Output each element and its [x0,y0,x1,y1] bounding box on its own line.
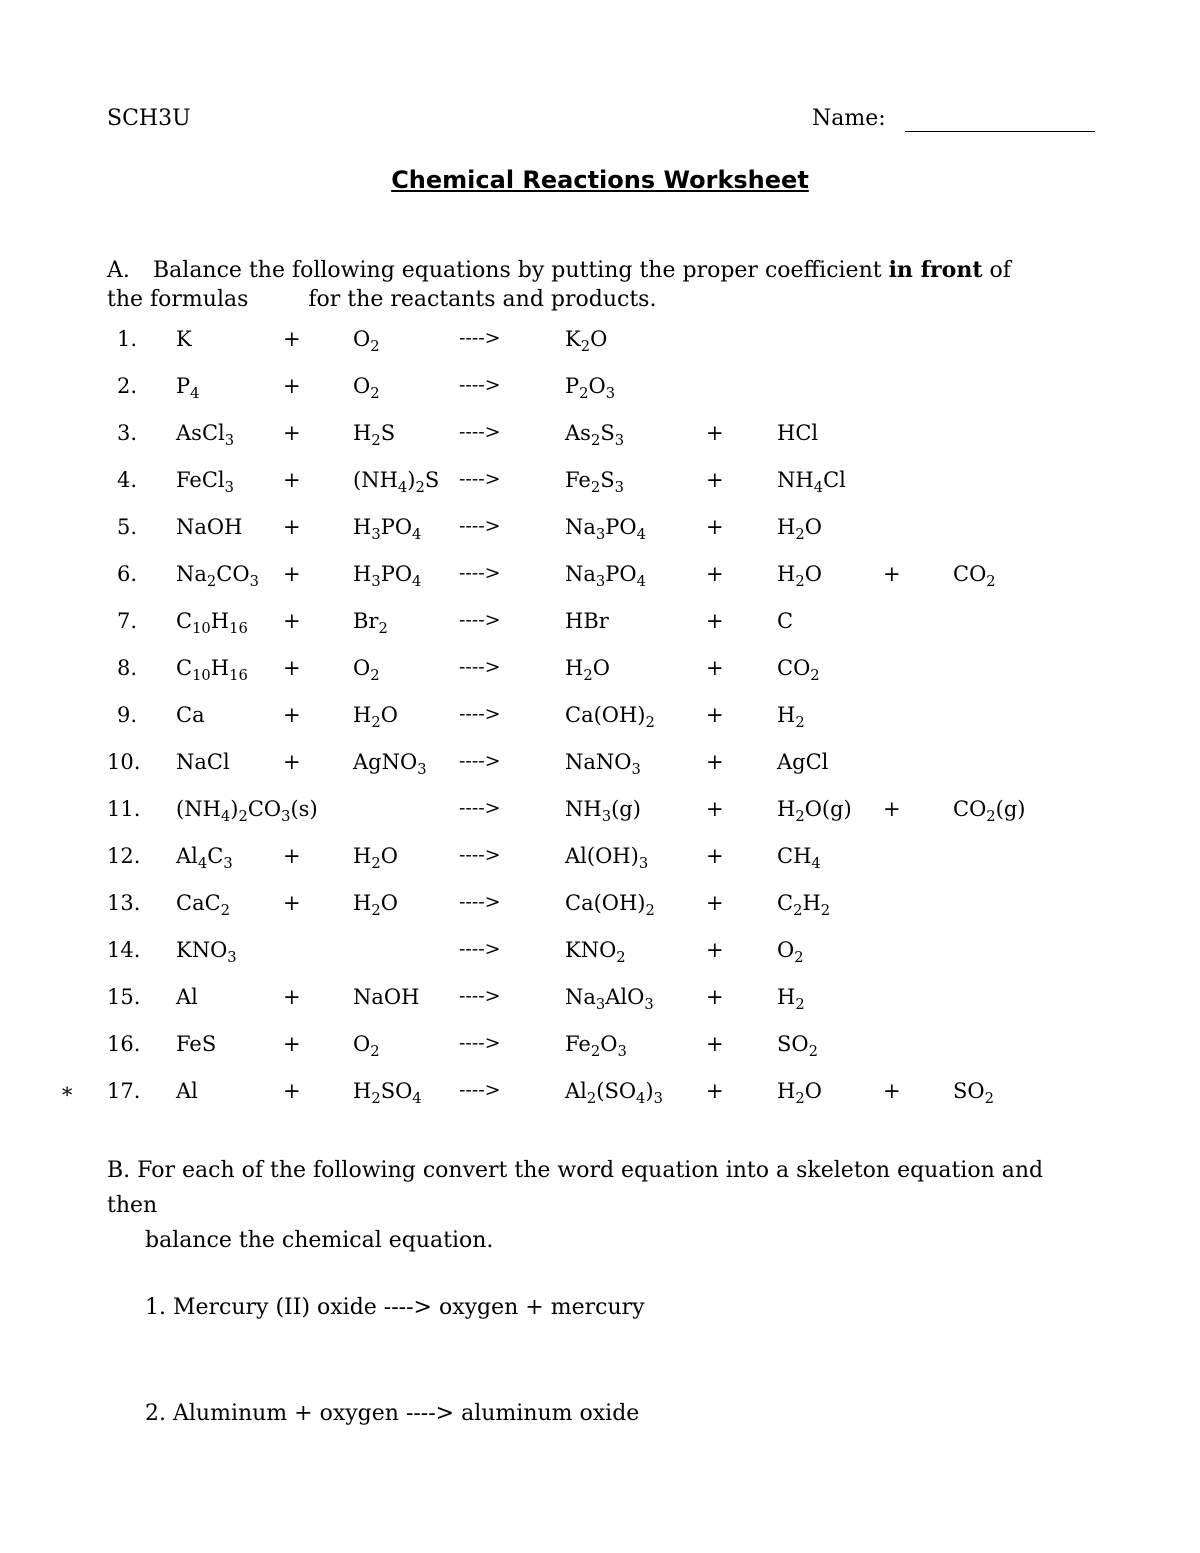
reactant-1: Ca [176,703,205,727]
plus-sign: + [706,515,724,539]
product-3: $SO_2$ [953,1079,994,1108]
equation-row [0,797,1200,829]
product-2: $C_2H_2$ [777,891,831,920]
reaction-arrow: ----> [459,1032,501,1054]
star-marker: ∗ [60,1079,75,1103]
equation-row [0,985,1200,1017]
reactant-2: $H_2S$ [353,421,396,450]
equation-number: 7. [116,609,137,633]
reactant-1: NaCl [176,750,230,774]
plus-sign: + [283,468,301,492]
reactant-1: FeCl$_3$ [176,468,234,497]
plus-sign: + [706,468,724,492]
reaction-arrow: ----> [459,656,501,678]
plus-sign: + [283,1032,301,1056]
reactant-1: K [176,327,192,351]
product-1: $As_2S_3$ [565,421,625,450]
plus-sign: + [283,374,301,398]
plus-sign: + [706,797,724,821]
product-1: $Al(OH)_3$ [565,844,649,873]
product-1: $Ca(OH)_2$ [565,891,655,920]
part-b-instructions [107,1153,1097,1258]
reactant-1: $KNO_3$ [176,938,237,967]
reactant-2: $H_2O$ [353,891,398,920]
product-2: $H_2O$ [777,562,822,591]
plus-sign: + [883,1079,901,1103]
reactant-1: Al [176,1079,198,1103]
product-1: $Ca(OH)_2$ [565,703,655,732]
product-2: $H_2$ [777,703,805,732]
equation-number: 9. [116,703,137,727]
word-equation-1: 1. Mercury (II) oxide ----> oxygen + mercury [145,1295,645,1320]
product-1: $Na_3PO_4$ [565,515,646,544]
reactant-2: $(NH_4)_2S$ [353,468,440,497]
reactant-1: $Na_2CO_3$ [176,562,259,591]
equation-number: 17. [107,1079,141,1103]
reaction-arrow: ----> [459,515,501,537]
product-1: $NH_3(g)$ [565,797,641,826]
product-1: $Fe_2O_3$ [565,1032,627,1061]
equation-number: 4. [116,468,137,492]
equation-number: 11. [107,797,141,821]
reactant-2: $O_2$ [353,656,380,685]
part-a-instructions [107,256,1097,314]
reactant-1: $C_{10}H_{16}$ [176,609,248,638]
part-b-text-2: balance the chemical equation. [145,1228,494,1253]
reaction-arrow: ----> [459,938,501,960]
plus-sign: + [706,750,724,774]
plus-sign: + [706,1032,724,1056]
reactant-1: Al [176,985,198,1009]
plus-sign: + [706,985,724,1009]
equation-row [0,703,1200,735]
product-1: $KNO_2$ [565,938,626,967]
equation-number: 15. [107,985,141,1009]
reactant-2: NaOH [353,985,420,1009]
reactant-1: $Al_4C_3$ [176,844,233,873]
reactant-1: NaOH [176,515,243,539]
product-2: C [777,609,794,633]
plus-sign: + [283,985,301,1009]
reactant-2: AgNO$_3$ [353,750,427,779]
plus-sign: + [706,844,724,868]
equation-row [0,421,1200,453]
plus-sign: + [283,562,301,586]
equation-row [0,562,1200,594]
product-3: $CO_2$ [953,562,996,591]
plus-sign: + [283,1079,301,1103]
equation-number: 2. [116,374,137,398]
plus-sign: + [706,1079,724,1103]
reactant-2: $H_2O$ [353,844,398,873]
reactant-1: CaC$_2$ [176,891,231,920]
reactant-1: AsCl$_3$ [176,421,235,450]
product-2: $H_2O(g)$ [777,797,852,826]
reaction-arrow: ----> [459,421,501,443]
product-2: $NH_4Cl$ [777,468,846,497]
reactant-1: $(NH_4)_2CO_3(s)$ [176,797,318,826]
product-2: $H_2O$ [777,515,822,544]
reaction-arrow: ----> [459,891,501,913]
reactant-2: $O_2$ [353,327,380,356]
equation-number: 13. [107,891,141,915]
product-2: $CO_2$ [777,656,820,685]
plus-sign: + [283,609,301,633]
reaction-arrow: ----> [459,1079,501,1101]
equation-row [0,844,1200,876]
product-1: $Na_3AlO_3$ [565,985,654,1014]
plus-sign: + [283,656,301,680]
plus-sign: + [883,562,901,586]
equation-row [0,515,1200,547]
reactant-2: $O_2$ [353,374,380,403]
part-a-text-4: for the reactants and products. [308,287,657,312]
reactant-2: $H_2SO_4$ [353,1079,422,1108]
plus-sign: + [706,656,724,680]
reaction-arrow: ----> [459,797,501,819]
product-2: $CH_4$ [777,844,821,873]
plus-sign: + [706,703,724,727]
equation-number: 1. [116,327,137,351]
part-a-text-1: Balance the following equations by putting the proper coefficient [153,258,882,283]
equation-number: 5. [116,515,137,539]
name-label: Name: [812,106,886,131]
equation-row [0,374,1200,406]
plus-sign: + [283,844,301,868]
worksheet-title: Chemical Reactions Worksheet [391,166,809,194]
plus-sign: + [283,703,301,727]
equation-row [0,1079,1200,1111]
product-2: $O_2$ [777,938,804,967]
plus-sign: + [283,750,301,774]
part-a-text-2: of [989,258,1011,283]
equation-number: 16. [107,1032,141,1056]
equation-row [0,656,1200,688]
reactant-2: $H_2O$ [353,703,398,732]
product-3: $CO_2(g)$ [953,797,1026,826]
plus-sign: + [706,562,724,586]
product-2: AgCl [777,750,829,774]
plus-sign: + [706,891,724,915]
equation-number: 3. [116,421,137,445]
reaction-arrow: ----> [459,985,501,1007]
product-1: $K_2O$ [565,327,608,356]
reactant-1: FeS [176,1032,217,1056]
part-b-text-1: For each of the following convert the word equation into a skeleton equation and then [107,1158,1044,1218]
equation-row [0,327,1200,359]
plus-sign: + [283,891,301,915]
reaction-arrow: ----> [459,374,501,396]
plus-sign: + [706,938,724,962]
product-1: NaNO$_3$ [565,750,641,779]
reactant-1: $C_{10}H_{16}$ [176,656,248,685]
equation-row [0,750,1200,782]
product-1: $H_2O$ [565,656,610,685]
word-equation-2: 2. Aluminum + oxygen ----> aluminum oxide [145,1401,640,1426]
reaction-arrow: ----> [459,468,501,490]
reactant-1: $P_4$ [176,374,200,403]
reactant-2: $O_2$ [353,1032,380,1061]
product-2: $H_2$ [777,985,805,1014]
part-a-text-3: the formulas [107,287,249,312]
plus-sign: + [706,609,724,633]
product-1: $Al_2(SO_4)_3$ [565,1079,663,1108]
plus-sign: + [706,421,724,445]
course-code: SCH3U [107,106,191,131]
equation-row [0,468,1200,500]
equation-number: 12. [107,844,141,868]
product-1: HBr [565,609,609,633]
reaction-arrow: ----> [459,327,501,349]
reactant-2: $H_3PO_4$ [353,562,422,591]
part-a-text-bold: in front [888,257,983,283]
product-1: $P_2O_3$ [565,374,616,403]
reactant-2: $Br_2$ [353,609,388,638]
reaction-arrow: ----> [459,750,501,772]
product-2: HCl [777,421,819,445]
reaction-arrow: ----> [459,703,501,725]
part-b-letter: B. [107,1158,131,1183]
reaction-arrow: ----> [459,844,501,866]
reaction-arrow: ----> [459,562,501,584]
equation-row [0,1032,1200,1064]
equation-number: 14. [107,938,141,962]
product-2: $SO_2$ [777,1032,818,1061]
reactant-2: $H_3PO_4$ [353,515,422,544]
equation-row [0,891,1200,923]
part-a-letter: A. [107,258,130,283]
product-1: $Na_3PO_4$ [565,562,646,591]
equation-row [0,938,1200,970]
equation-number: 6. [116,562,137,586]
plus-sign: + [283,327,301,351]
plus-sign: + [283,421,301,445]
plus-sign: + [883,797,901,821]
equation-number: 8. [116,656,137,680]
equation-row [0,609,1200,641]
name-blank-line [905,131,1095,132]
plus-sign: + [283,515,301,539]
product-1: $Fe_2S_3$ [565,468,624,497]
product-2: $H_2O$ [777,1079,822,1108]
equation-number: 10. [107,750,141,774]
reaction-arrow: ----> [459,609,501,631]
